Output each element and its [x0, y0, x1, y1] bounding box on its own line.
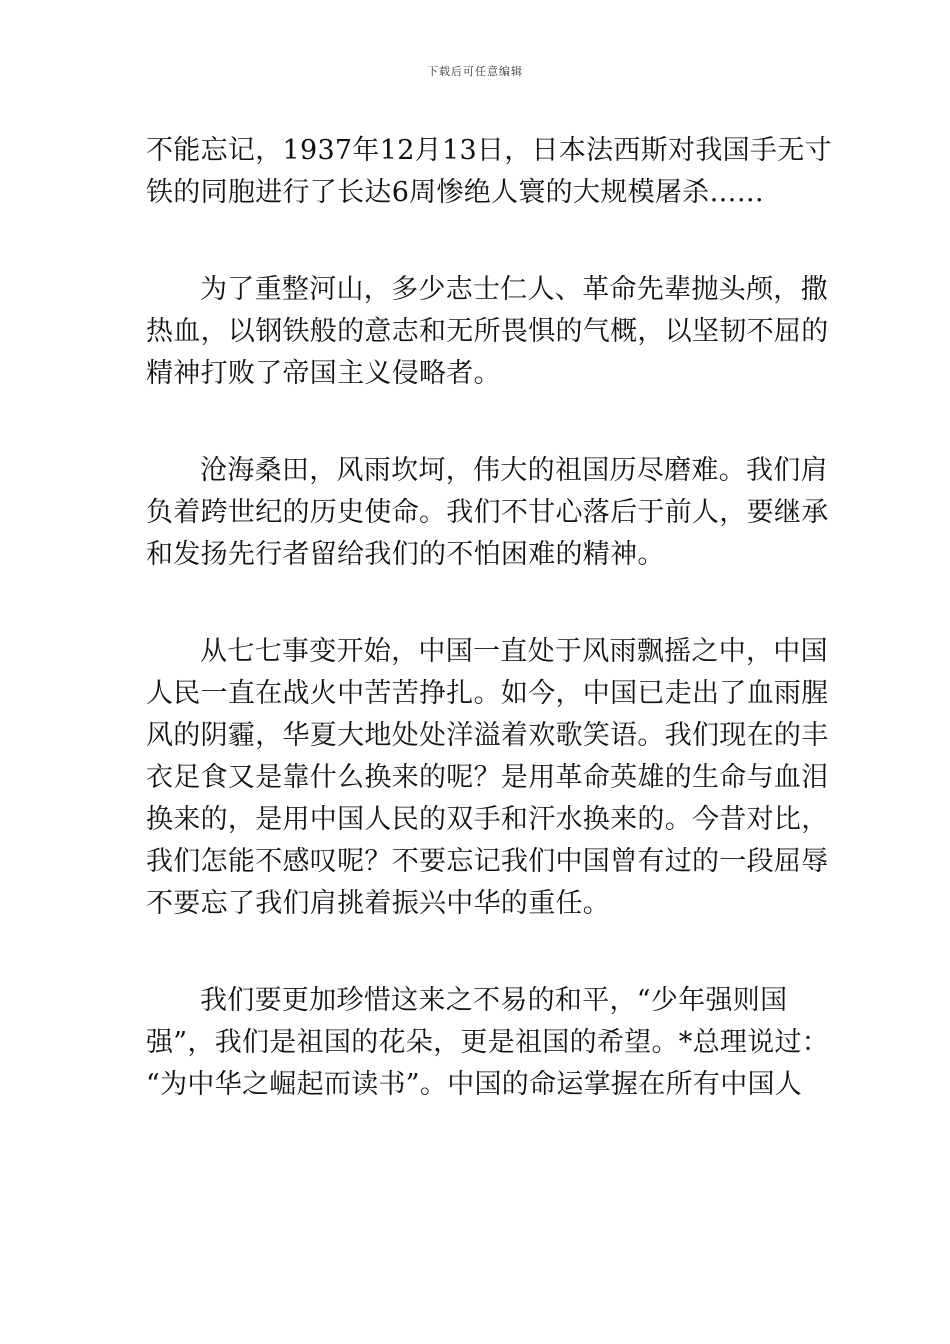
text-line: “为中华之崛起而读书”。中国的命运掌握在所有中国人: [146, 1069, 803, 1100]
text-line: 从七七事变开始，中国一直处于风雨飘摇之中，中国: [200, 636, 828, 667]
page-header-note: 下载后可任意编辑: [427, 65, 523, 78]
text-line: 精神打败了帝国主义侵略者。: [146, 358, 501, 389]
text-line: 强”，我们是祖国的花朵，更是祖国的希望。*总理说过：: [146, 1027, 830, 1058]
paragraph-3: [146, 450, 829, 576]
paragraph-1: [146, 130, 832, 214]
text-line: 和发扬先行者留给我们的不怕困难的精神。: [146, 539, 665, 570]
paragraph-4: [146, 631, 829, 925]
text-line: 负着跨世纪的历史使命。我们不甘心落后于前人，要继承: [146, 497, 829, 528]
paragraph-2: [146, 269, 829, 395]
text-line: 沧海桑田，风雨坎坷，伟大的祖国历尽磨难。我们肩: [200, 455, 828, 486]
text-line: 铁的同胞进行了长达6周惨绝人寰的大规模屠杀……: [146, 177, 765, 208]
text-line: 不要忘了我们肩挑着振兴中华的重任。: [146, 888, 611, 919]
document-body: [146, 130, 832, 1161]
text-line: 我们要更加珍惜这来之不易的和平，“少年强则国: [200, 985, 788, 1016]
text-line: 人民一直在战火中苦苦挣扎。如今，中国已走出了血雨腥: [146, 678, 829, 709]
text-line: 不能忘记，1937年12月13日，日本法西斯对我国手无寸: [146, 135, 832, 166]
text-line: 热血，以钢铁般的意志和无所畏惧的气概，以坚韧不屈的: [146, 316, 829, 347]
text-line: 风的阴霾，华夏大地处处洋溢着欢歌笑语。我们现在的丰: [146, 720, 829, 751]
text-line: 为了重整河山，多少志士仁人、革命先辈抛头颅，撒: [200, 274, 828, 305]
paragraph-5: [146, 980, 830, 1106]
text-line: 换来的，是用中国人民的双手和汗水换来的。今昔对比，: [146, 804, 829, 835]
text-line: 我们怎能不感叹呢？不要忘记我们中国曾有过的一段屈辱: [146, 846, 829, 877]
text-line: 衣足食又是靠什么换来的呢？是用革命英雄的生命与血泪: [146, 762, 829, 793]
